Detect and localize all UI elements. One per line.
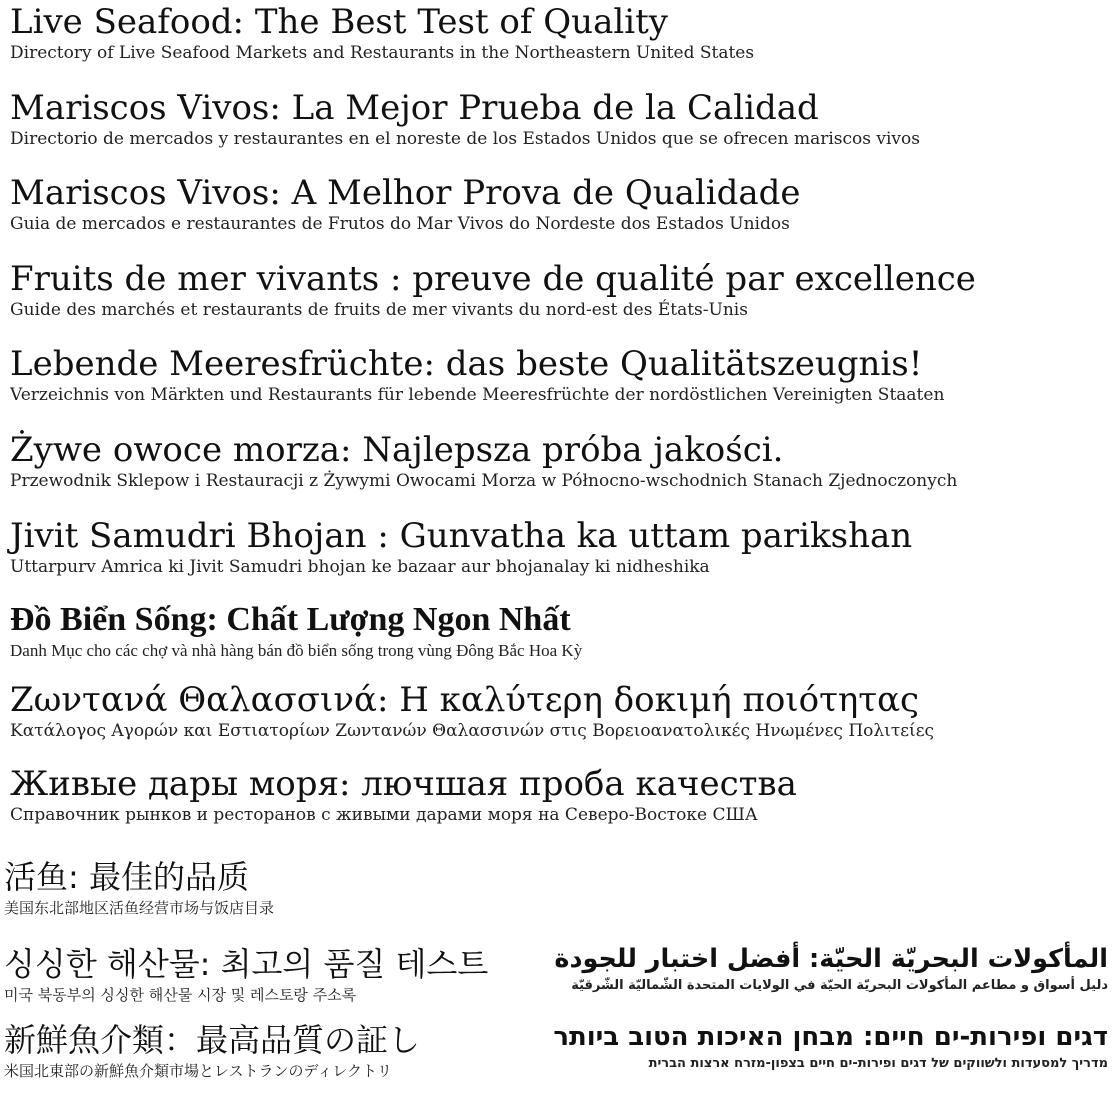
entry-title: Lebende Meeresfrüchte: das beste Qualitätszeugnis!	[10, 344, 923, 384]
entry-subtitle: Uttarpurv Amrica ki Jivit Samudri bhojan ke bazaar aur bhojanalay ki nidheshika	[10, 557, 710, 577]
entry-hebrew	[553, 1020, 1108, 1074]
entry-subtitle: Справочник рынков и ресторанов с живыми дарами моря на Северо-Востоке США	[10, 805, 758, 825]
entry-subtitle: Guide des marchés et restaurants de fruits de mer vivants du nord-est des États-Unis	[10, 300, 748, 320]
entry-russian	[10, 764, 797, 826]
entry-subtitle: Przewodnik Sklepow i Restauracji z Żywymi Owocami Morza w Północno-wschodnich Stanach Zjednoczonych	[10, 471, 958, 491]
entry-vietnamese	[10, 600, 582, 662]
entry-chinese	[4, 857, 274, 919]
entry-subtitle: Danh Mục cho các chợ và nhà hàng bán đồ biển sống trong vùng Đông Bắc Hoa Kỳ	[10, 641, 583, 660]
entry-title: 活鱼: 最佳的品质	[4, 858, 249, 896]
entry-title: דגים ופירות-ים חיים: מבחן האיכות הטוב ביותר	[553, 1022, 1108, 1052]
entry-korean	[4, 944, 488, 1006]
entry-title: Fruits de mer vivants : preuve de qualité par excellence	[10, 259, 976, 299]
entry-subtitle: Verzeichnis von Märkten und Restaurants für lebende Meeresfrüchte der nordöstlichen Vereinigten Staaten	[10, 385, 945, 405]
entry-subtitle: Κατάλογος Αγορών και Εστιατορίων Ζωντανών Θαλασσινών στις Βορειοανατολικές Ηνωμένες Πολιτείες	[10, 721, 935, 741]
entry-hindi	[10, 516, 912, 578]
entry-english	[10, 2, 754, 64]
entry-polish	[10, 430, 957, 492]
entry-subtitle: מדריך למסעדות ולשווקים של דגים ופירות-ים חיים בצפון-מזרח ארצות הברית	[648, 1056, 1108, 1071]
entry-title: Jivit Samudri Bhojan : Gunvatha ka uttam parikshan	[10, 516, 913, 556]
entry-title: 싱싱한 해산물: 최고의 품질 테스트	[4, 945, 489, 983]
entry-german	[10, 344, 944, 406]
entry-subtitle: 米国北東部の新鮮魚介類市場とレストランのディレクトリ	[4, 1062, 393, 1080]
entry-spanish	[10, 88, 920, 150]
entry-title: Live Seafood: The Best Test of Quality	[10, 2, 668, 42]
entry-japanese	[4, 1020, 420, 1082]
entry-subtitle: Guia de mercados e restaurantes de Frutos do Mar Vivos do Nordeste dos Estados Unidos	[10, 214, 790, 234]
entry-subtitle: 美国东北部地区活鱼经营市场与饭店目录	[4, 899, 275, 917]
entry-subtitle: دليل أسواق و مطاعم المأكولات البحريّة الحيّة في الولايات المتحدة الشّماليّة الشّرقيّة	[571, 978, 1108, 993]
entry-title: Живые дары моря: лючшая проба качества	[10, 764, 797, 804]
entry-title: المأكولات البحريّة الحيّة: أفضل اختبار للجودة	[554, 944, 1108, 974]
entry-subtitle: 미국 북동부의 싱싱한 해산물 시장 및 레스토랑 주소록	[4, 986, 357, 1004]
entry-title: Żywe owoce morza: Najlepsza próba jakości.	[10, 430, 784, 470]
entry-subtitle: Directory of Live Seafood Markets and Restaurants in the Northeastern United States	[10, 43, 755, 63]
entry-title: Mariscos Vivos: A Melhor Prova de Qualidade	[10, 173, 801, 213]
entry-portuguese	[10, 173, 801, 235]
entry-title: Mariscos Vivos: La Mejor Prueba de la Calidad	[10, 88, 819, 128]
entry-title: Ζωντανά Θαλασσινά: Η καλύτερη δοκιμή ποιότητας	[10, 680, 920, 720]
entry-greek	[10, 680, 934, 742]
entry-arabic	[554, 942, 1108, 996]
entry-title: 新鮮魚介類：最高品質の証し	[4, 1021, 421, 1059]
entry-french	[10, 259, 976, 321]
entry-title: Đồ Biển Sống: Chất Lượng Ngon Nhất	[10, 601, 571, 638]
entry-subtitle: Directorio de mercados y restaurantes en el noreste de los Estados Unidos que se ofrecen mariscos vivos	[10, 129, 920, 149]
